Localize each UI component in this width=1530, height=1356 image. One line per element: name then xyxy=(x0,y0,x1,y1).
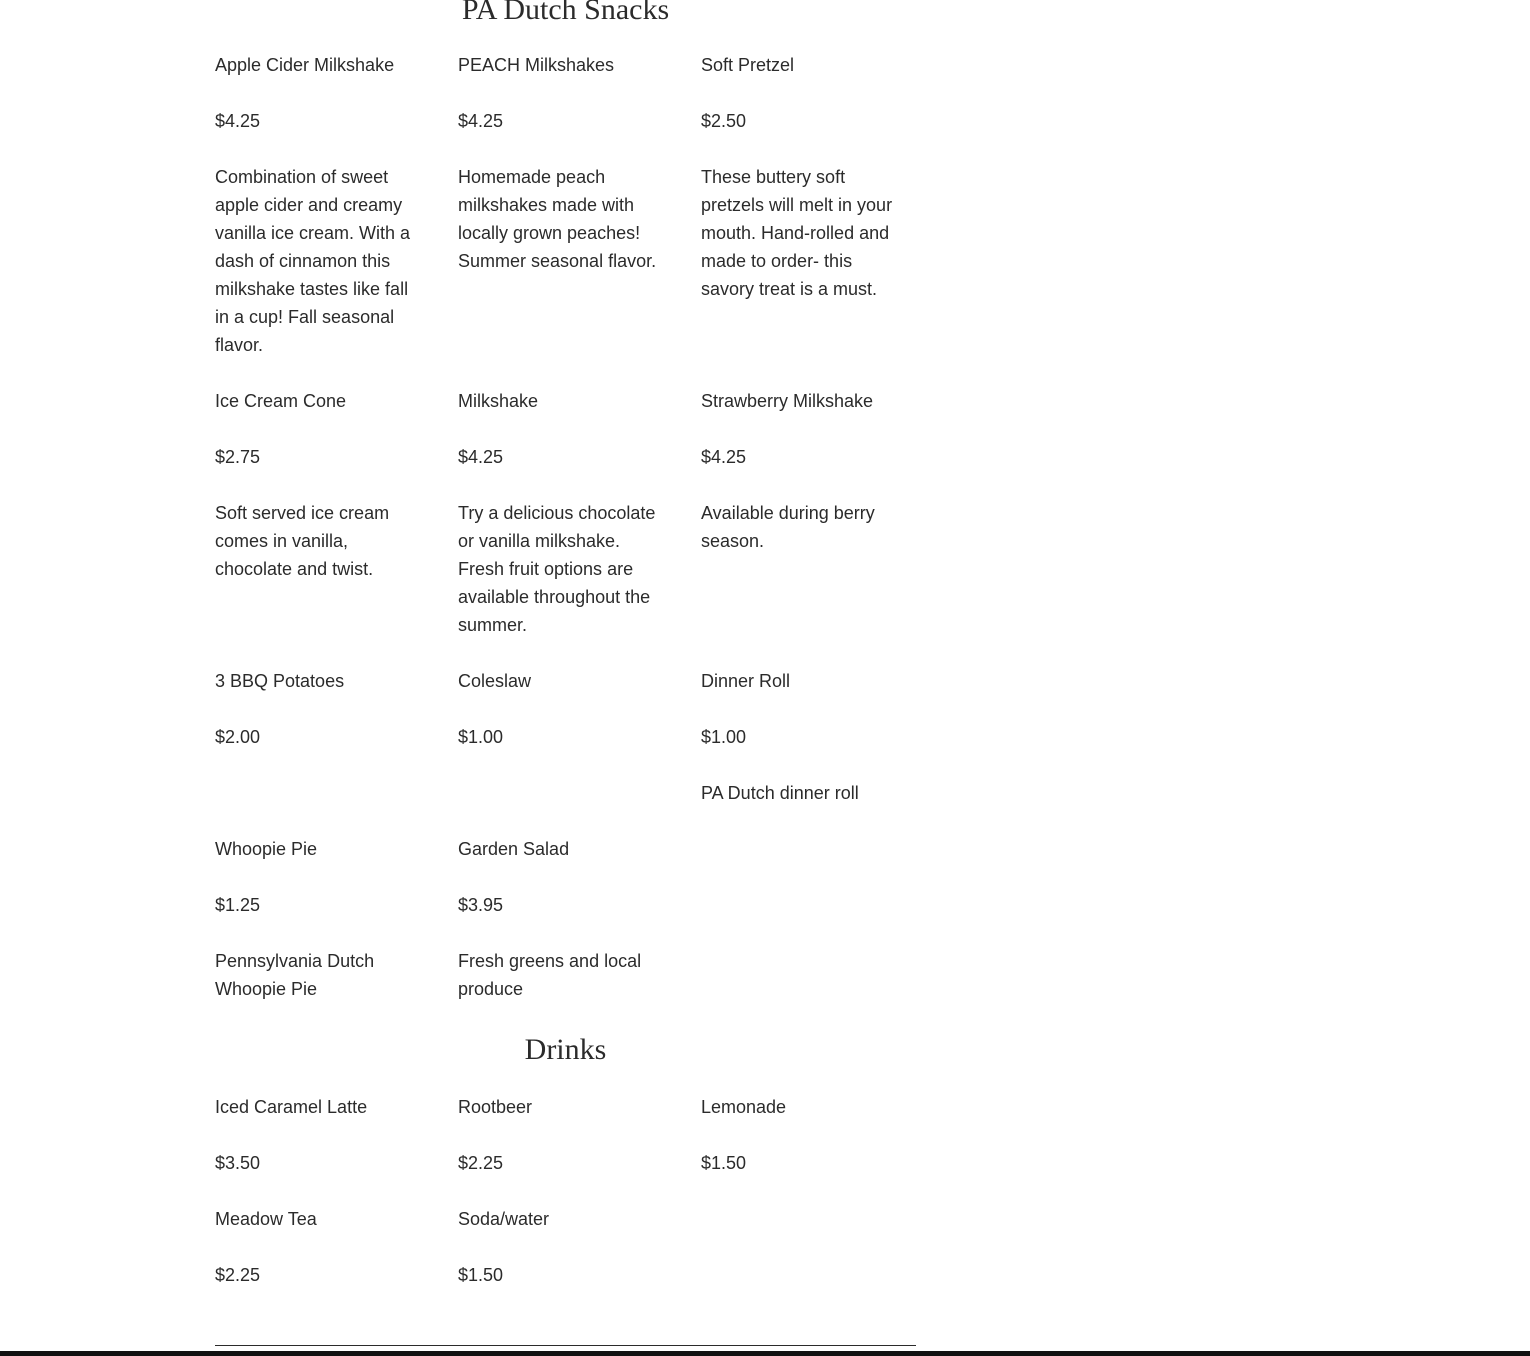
item-price: $2.50 xyxy=(701,111,747,131)
item-price: $4.25 xyxy=(458,111,504,131)
item-description: Try a delicious chocolate or vanilla milkshake. Fresh fruit options are available throughout the summer. xyxy=(458,503,656,635)
drink-item xyxy=(458,1093,666,1177)
item-price: $3.50 xyxy=(215,1153,261,1173)
item-price: $1.00 xyxy=(701,727,747,747)
menu-item xyxy=(458,835,666,1003)
menu-item xyxy=(701,387,909,555)
item-name: Soda/water xyxy=(458,1209,550,1229)
item-name: Rootbeer xyxy=(458,1097,533,1117)
item-description: Soft served ice cream comes in vanilla, chocolate and twist. xyxy=(215,503,390,579)
item-name: Apple Cider Milkshake xyxy=(215,55,395,75)
item-price: $2.25 xyxy=(458,1153,504,1173)
item-price: $1.50 xyxy=(458,1265,504,1285)
item-price: $4.25 xyxy=(701,447,747,467)
drink-item xyxy=(701,1093,909,1177)
item-name: Strawberry Milkshake xyxy=(701,391,874,411)
item-name: Ice Cream Cone xyxy=(215,391,347,411)
item-price: $2.00 xyxy=(215,727,261,747)
menu-item xyxy=(215,51,423,359)
item-name: Soft Pretzel xyxy=(701,55,795,75)
item-description: Available during berry season. xyxy=(701,503,875,551)
item-price: $1.50 xyxy=(701,1153,747,1173)
page-footer-bar xyxy=(0,1351,1530,1356)
item-price: $4.25 xyxy=(458,447,504,467)
item-description: Combination of sweet apple cider and creamy vanilla ice cream. With a dash of cinnamon this milkshake tastes like fall in a cup! Fall seasonal flavor. xyxy=(215,167,411,355)
drink-item xyxy=(215,1093,423,1177)
item-price: $1.25 xyxy=(215,895,261,915)
item-name: Garden Salad xyxy=(458,839,570,859)
item-description: PA Dutch dinner roll xyxy=(701,783,859,803)
menu-item xyxy=(458,667,666,751)
item-description: Pennsylvania Dutch Whoopie Pie xyxy=(215,951,375,999)
item-price: $3.95 xyxy=(458,895,504,915)
item-name: Milkshake xyxy=(458,391,539,411)
item-description: These buttery soft pretzels will melt in your mouth. Hand-rolled and made to order- this savory treat is a must. xyxy=(701,167,893,299)
item-name: Iced Caramel Latte xyxy=(215,1097,368,1117)
item-name: Whoopie Pie xyxy=(215,839,318,859)
item-description: Homemade peach milkshakes made with locally grown peaches! Summer seasonal flavor. xyxy=(458,167,657,271)
item-price: $1.00 xyxy=(458,727,504,747)
item-price: $4.25 xyxy=(215,111,261,131)
item-name: 3 BBQ Potatoes xyxy=(215,671,345,691)
item-name: PEACH Milkshakes xyxy=(458,55,615,75)
item-name: Lemonade xyxy=(701,1097,787,1117)
drink-item xyxy=(215,1205,423,1289)
item-name: Dinner Roll xyxy=(701,671,791,691)
item-name: Meadow Tea xyxy=(215,1209,317,1229)
item-price: $2.25 xyxy=(215,1265,261,1285)
menu-item xyxy=(215,835,423,1003)
menu-item xyxy=(458,387,666,639)
item-price: $2.75 xyxy=(215,447,261,467)
menu-item xyxy=(215,667,423,751)
snacks-section-title: PA Dutch Snacks xyxy=(461,0,670,26)
drinks-section-title: Drinks xyxy=(524,1033,607,1066)
menu-item xyxy=(701,667,909,807)
menu-item xyxy=(215,387,423,583)
menu-item xyxy=(458,51,666,275)
drink-item xyxy=(458,1205,666,1289)
item-name: Coleslaw xyxy=(458,671,532,691)
item-description: Fresh greens and local produce xyxy=(458,951,642,999)
section-divider xyxy=(215,1345,916,1346)
menu-item xyxy=(701,51,909,303)
